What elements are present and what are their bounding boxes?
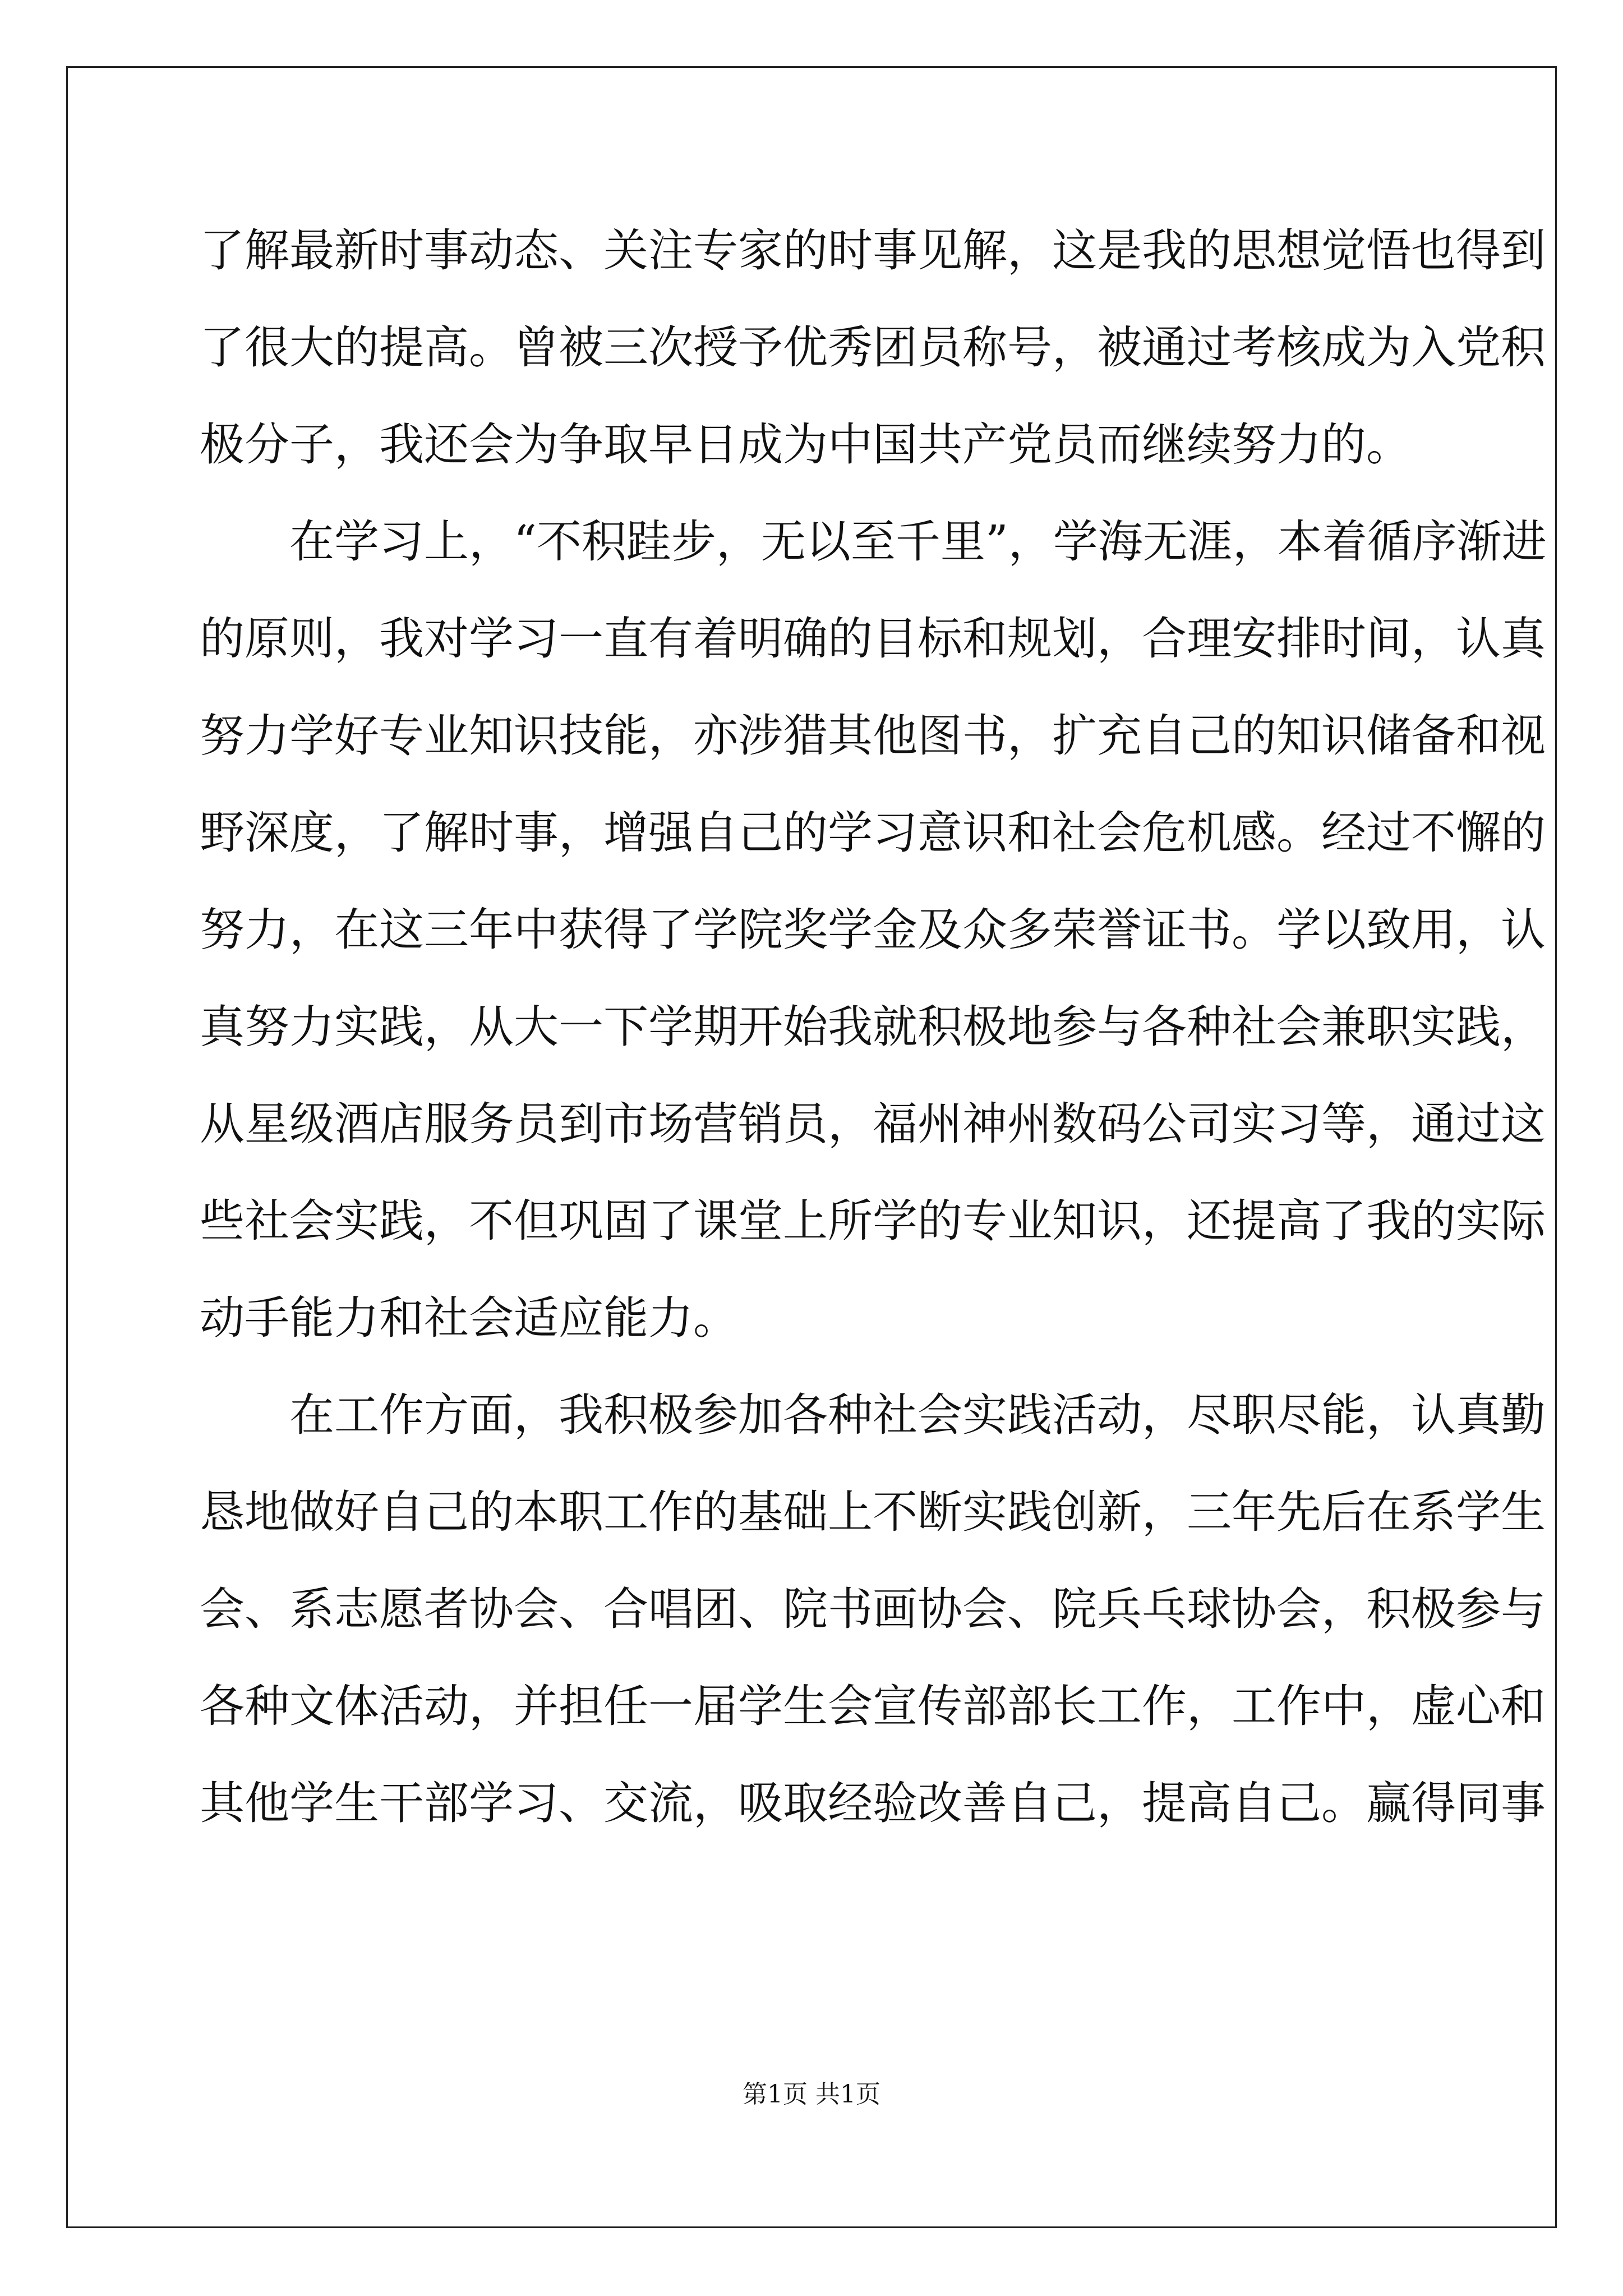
document-body xyxy=(200,202,1547,1852)
text-line: 努力学好专业知识技能，亦涉猎其他图书，扩充自己的知识储备和视 xyxy=(200,710,1546,762)
page-footer: 第1页 共1页 xyxy=(743,2080,880,2109)
paragraph-start-line: 在工作方面，我积极参加各种社会实践活动，尽职尽能，认真勤 xyxy=(289,1389,1546,1441)
text-line: 了解最新时事动态、关注专家的时事见解，这是我的思想觉悟也得到 xyxy=(200,224,1546,277)
text-line: 努力，在这三年中获得了学院奖学金及众多荣誉证书。学以致用，认 xyxy=(200,904,1546,956)
text-line: 会、系志愿者协会、合唱团、院书画协会、院兵乓球协会，积极参与 xyxy=(200,1583,1546,1635)
paragraph-start-line: 在学习上，“不积跬步，无以至千里”，学海无涯，本着循序渐进 xyxy=(289,516,1547,568)
text-line: 从星级酒店服务员到市场营销员，福州神州数码公司实习等，通过这 xyxy=(200,1098,1546,1150)
text-line: 极分子，我还会为争取早日成为中国共产党员而继续努力的。 xyxy=(200,418,1411,471)
text-line: 的原则，我对学习一直有着明确的目标和规划，合理安排时间，认真 xyxy=(200,613,1546,665)
text-line: 动手能力和社会适应能力。 xyxy=(200,1292,738,1344)
text-line: 些社会实践，不但巩固了课堂上所学的专业知识，还提高了我的实际 xyxy=(200,1195,1546,1247)
text-line: 野深度，了解时事，增强自己的学习意识和社会危机感。经过不懈的 xyxy=(200,807,1546,859)
text-line: 其他学生干部学习、交流，吸取经验改善自己，提高自己。赢得同事 xyxy=(200,1777,1546,1829)
text-line: 恳地做好自己的本职工作的基础上不断实践创新，三年先后在系学生 xyxy=(200,1486,1546,1538)
text-line: 各种文体活动，并担任一届学生会宣传部部长工作，工作中，虚心和 xyxy=(200,1680,1546,1732)
text-line: 真努力实践，从大一下学期开始我就积极地参与各种社会兼职实践， xyxy=(200,1001,1546,1053)
text-line: 了很大的提高。曾被三次授予优秀团员称号，被通过考核成为入党积 xyxy=(200,321,1546,374)
